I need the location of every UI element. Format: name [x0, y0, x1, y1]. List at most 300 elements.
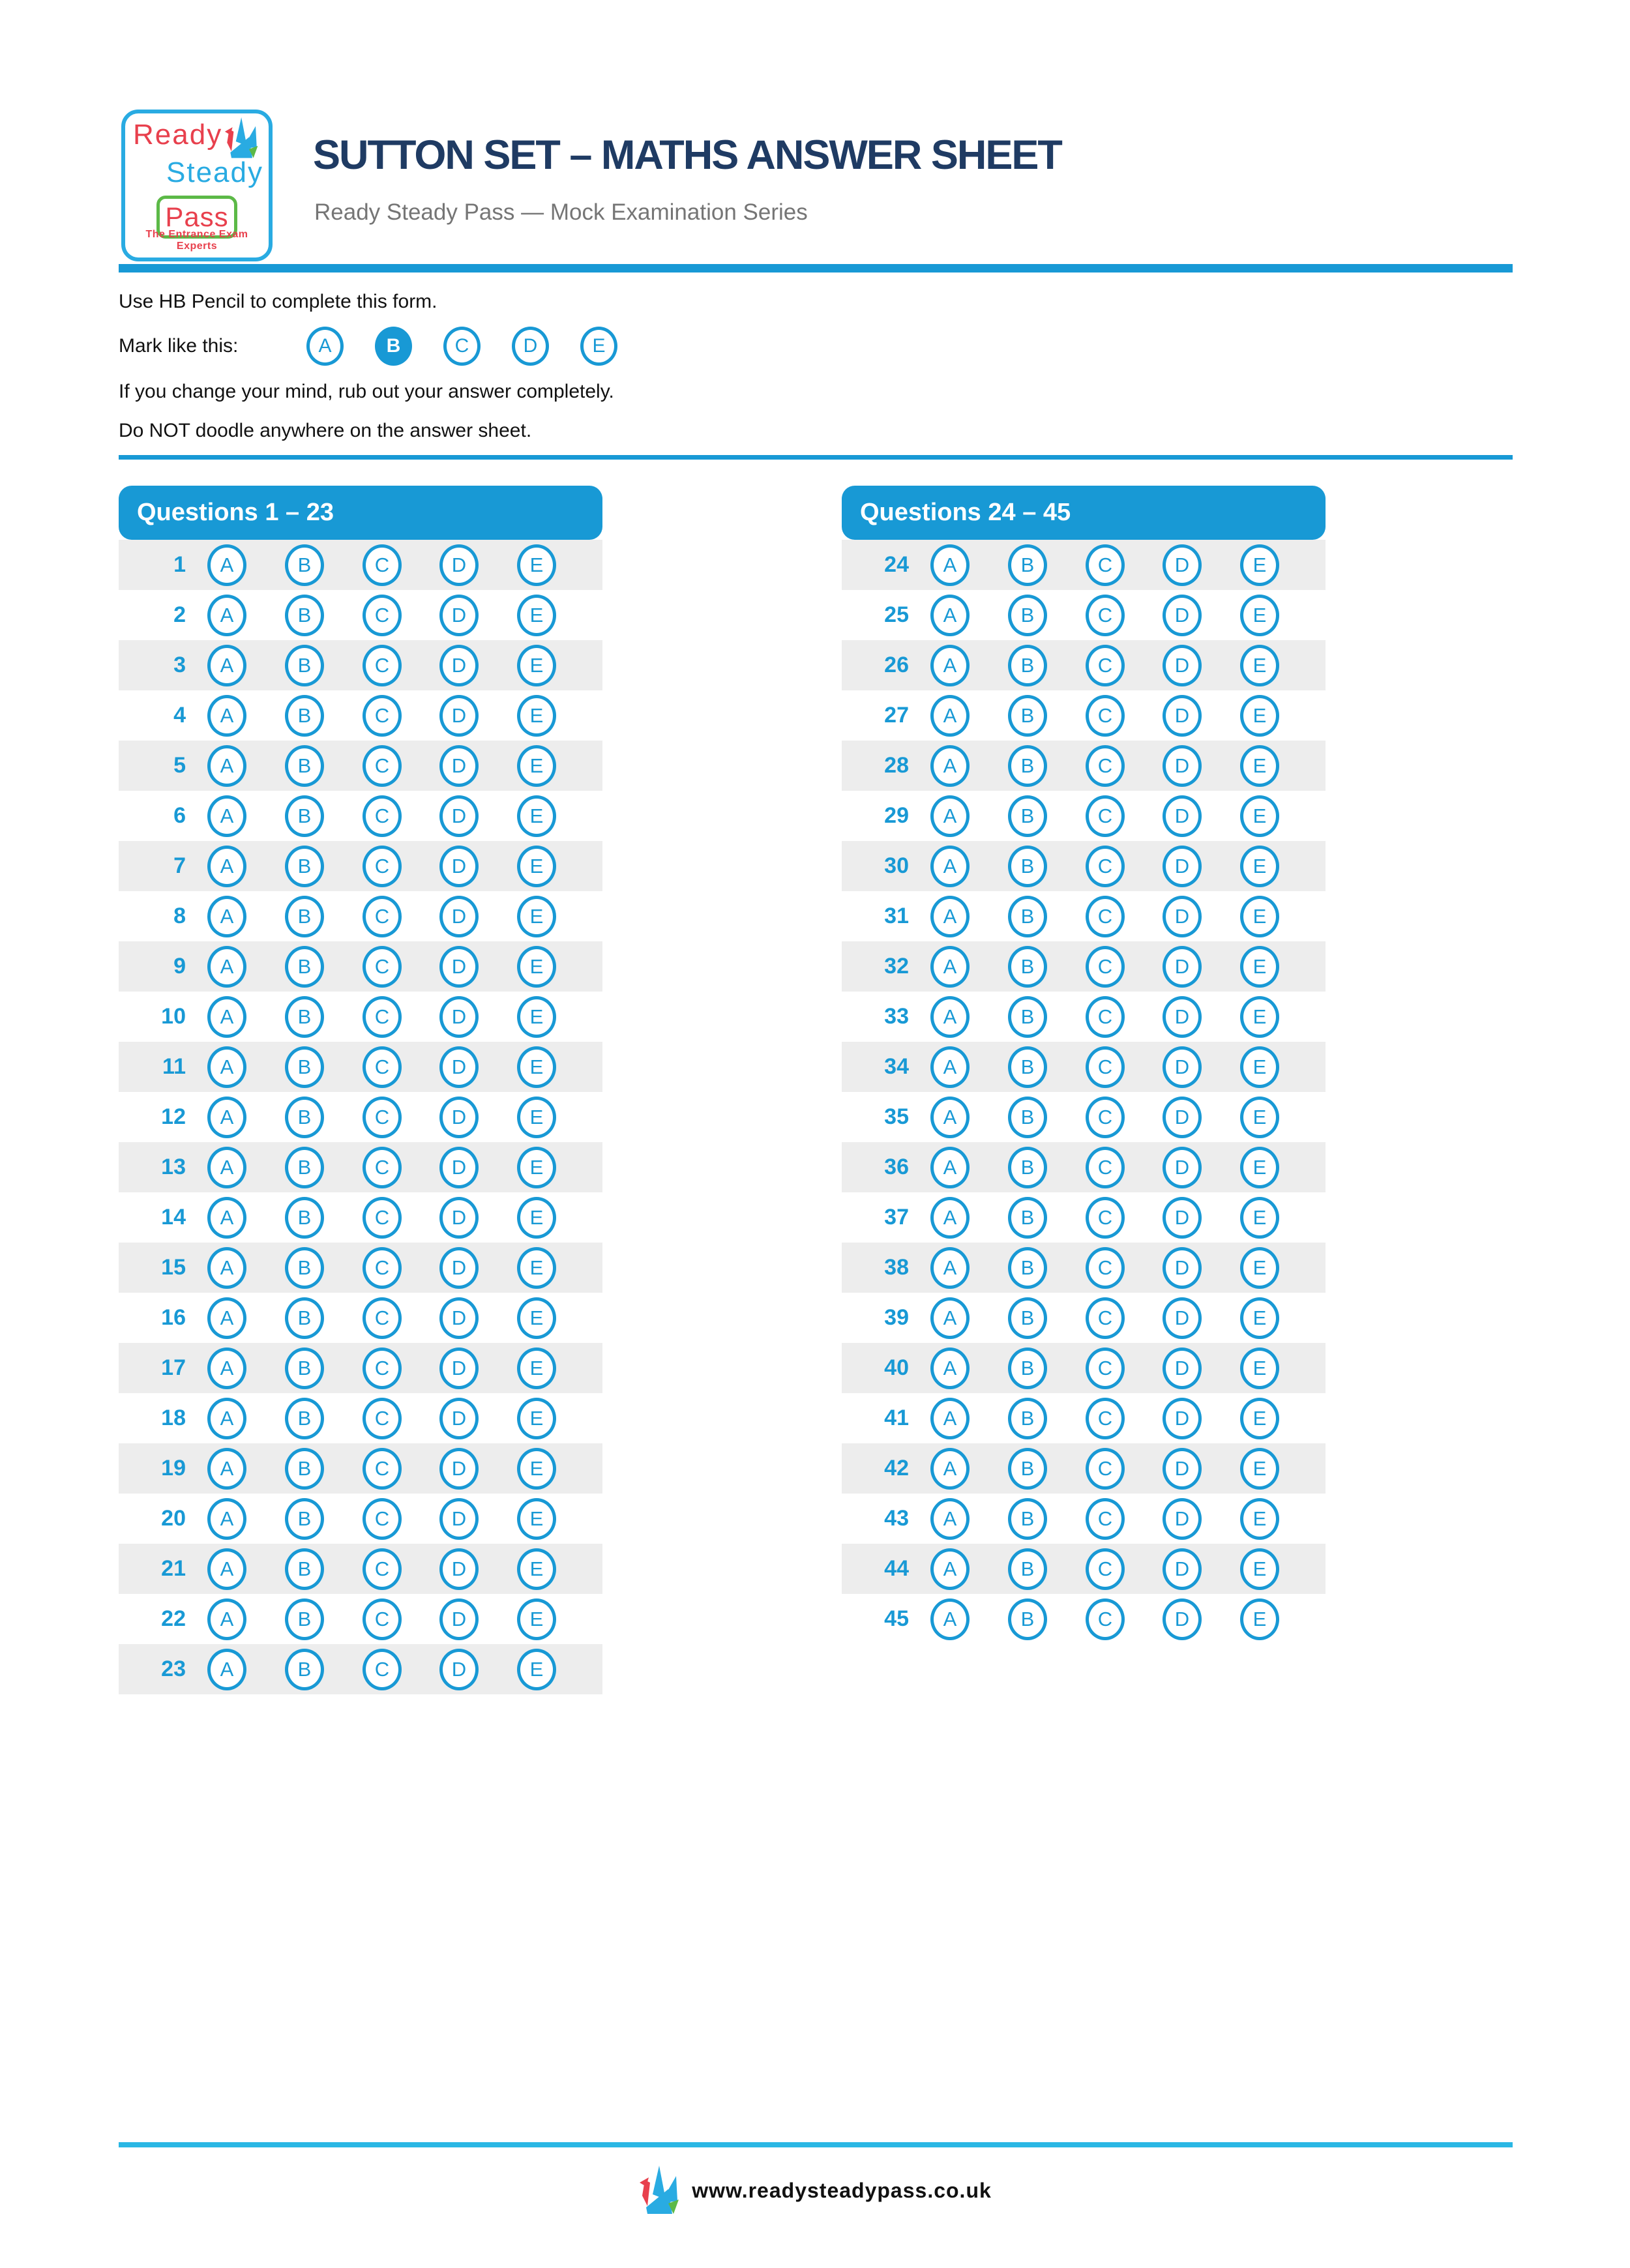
bubble-q31-e[interactable]: E [1240, 896, 1279, 937]
bubble-q12-e[interactable]: E [517, 1097, 556, 1138]
bubble-q29-b[interactable]: B [1008, 795, 1047, 837]
bubble-q35-c[interactable]: C [1086, 1097, 1125, 1138]
bubble-q6-b[interactable]: B [285, 795, 324, 837]
question-number-42: 42 [884, 1456, 909, 1480]
bubble-q10-d[interactable]: D [439, 996, 479, 1038]
question-number-40: 40 [884, 1355, 909, 1380]
question-row-32 [842, 941, 1326, 992]
bubble-q7-c[interactable]: C [363, 846, 402, 887]
bubble-q44-c[interactable]: C [1086, 1548, 1125, 1590]
question-row-42 [842, 1443, 1326, 1494]
bubble-q44-b[interactable]: B [1008, 1548, 1047, 1590]
footer-website: www.readysteadypass.co.uk [692, 2178, 992, 2202]
bubble-q24-e[interactable]: E [1240, 544, 1279, 586]
bubble-q25-e[interactable]: E [1240, 595, 1279, 636]
example-bubble-a: A [306, 327, 344, 366]
bubble-q39-e[interactable]: E [1240, 1297, 1279, 1339]
bubble-q12-d[interactable]: D [439, 1097, 479, 1138]
question-number-29: 29 [884, 803, 909, 828]
question-row-5 [119, 741, 602, 791]
bubble-q22-e[interactable]: E [517, 1598, 556, 1640]
bubble-q42-b[interactable]: B [1008, 1448, 1047, 1490]
bubble-q43-a[interactable]: A [930, 1498, 970, 1540]
bubble-q42-a[interactable]: A [930, 1448, 970, 1490]
bubble-q3-c[interactable]: C [363, 645, 402, 686]
question-row-30 [842, 841, 1326, 891]
bubble-q22-c[interactable]: C [363, 1598, 402, 1640]
bubble-q4-a[interactable]: A [207, 695, 246, 737]
question-number-4: 4 [173, 703, 186, 728]
bubble-q18-c[interactable]: C [363, 1398, 402, 1439]
bubble-q13-d[interactable]: D [439, 1147, 479, 1188]
panel-header: Questions 1 – 23 [119, 486, 602, 540]
question-row-25 [842, 590, 1326, 640]
bubble-q16-b[interactable]: B [285, 1297, 324, 1339]
question-row-27 [842, 690, 1326, 741]
bubble-q15-d[interactable]: D [439, 1247, 479, 1289]
bubble-q23-c[interactable]: C [363, 1649, 402, 1690]
page-title: SUTTON SET – MATHS ANSWER SHEET [313, 132, 1061, 178]
bubble-q8-a[interactable]: A [207, 896, 246, 937]
bubble-q41-c[interactable]: C [1086, 1398, 1125, 1439]
question-number-3: 3 [173, 653, 186, 677]
question-row-10 [119, 992, 602, 1042]
bubble-q33-e[interactable]: E [1240, 996, 1279, 1038]
question-number-36: 36 [884, 1155, 909, 1179]
question-number-27: 27 [884, 703, 909, 728]
bubble-q11-b[interactable]: B [285, 1046, 324, 1088]
bubble-q7-b[interactable]: B [285, 846, 324, 887]
bubble-q23-a[interactable]: A [207, 1649, 246, 1690]
bubble-q18-d[interactable]: D [439, 1398, 479, 1439]
bubble-q4-d[interactable]: D [439, 695, 479, 737]
bubble-q32-e[interactable]: E [1240, 946, 1279, 988]
bubble-q15-c[interactable]: C [363, 1247, 402, 1289]
bubble-q8-c[interactable]: C [363, 896, 402, 937]
bubble-q38-c[interactable]: C [1086, 1247, 1125, 1289]
bubble-q14-b[interactable]: B [285, 1197, 324, 1239]
bubble-q2-b[interactable]: B [285, 595, 324, 636]
question-row-14 [119, 1192, 602, 1243]
bubble-q8-e[interactable]: E [517, 896, 556, 937]
bubble-q32-b[interactable]: B [1008, 946, 1047, 988]
page-subtitle: Ready Steady Pass — Mock Examination Series [314, 199, 808, 225]
bubble-q41-e[interactable]: E [1240, 1398, 1279, 1439]
question-row-7 [119, 841, 602, 891]
bubble-q35-d[interactable]: D [1163, 1097, 1202, 1138]
bubble-q9-d[interactable]: D [439, 946, 479, 988]
bubble-q16-d[interactable]: D [439, 1297, 479, 1339]
bubble-q31-a[interactable]: A [930, 896, 970, 937]
question-number-35: 35 [884, 1104, 909, 1129]
question-row-6 [119, 791, 602, 841]
bubble-q15-e[interactable]: E [517, 1247, 556, 1289]
question-row-1 [119, 540, 602, 590]
bubble-q18-a[interactable]: A [207, 1398, 246, 1439]
panel-questions-1-23 [119, 486, 602, 1694]
bubble-q33-b[interactable]: B [1008, 996, 1047, 1038]
bubble-q39-c[interactable]: C [1086, 1297, 1125, 1339]
bubble-q11-c[interactable]: C [363, 1046, 402, 1088]
bubble-q7-a[interactable]: A [207, 846, 246, 887]
bubble-q25-b[interactable]: B [1008, 595, 1047, 636]
bubble-q30-e[interactable]: E [1240, 846, 1279, 887]
bubble-q37-d[interactable]: D [1163, 1197, 1202, 1239]
example-bubble-c: C [443, 327, 481, 366]
question-number-38: 38 [884, 1255, 909, 1280]
bubble-q12-a[interactable]: A [207, 1097, 246, 1138]
bubble-q21-c[interactable]: C [363, 1548, 402, 1590]
bubble-q28-e[interactable]: E [1240, 745, 1279, 787]
logo-word-ready: Ready [133, 119, 223, 151]
bubble-q36-c[interactable]: C [1086, 1147, 1125, 1188]
bubble-q26-d[interactable]: D [1163, 645, 1202, 686]
question-row-11 [119, 1042, 602, 1092]
bubble-q40-d[interactable]: D [1163, 1348, 1202, 1389]
question-number-1: 1 [173, 552, 186, 577]
bubble-q36-d[interactable]: D [1163, 1147, 1202, 1188]
bubble-q18-b[interactable]: B [285, 1398, 324, 1439]
bubble-q25-d[interactable]: D [1163, 595, 1202, 636]
bubble-q21-b[interactable]: B [285, 1548, 324, 1590]
bubble-q34-a[interactable]: A [930, 1046, 970, 1088]
bubble-q45-b[interactable]: B [1008, 1598, 1047, 1640]
bubble-q6-d[interactable]: D [439, 795, 479, 837]
bubble-q44-d[interactable]: D [1163, 1548, 1202, 1590]
bubble-q43-b[interactable]: B [1008, 1498, 1047, 1540]
question-number-8: 8 [173, 904, 186, 928]
footer [0, 2166, 1630, 2215]
bubble-q45-e[interactable]: E [1240, 1598, 1279, 1640]
bubble-q42-e[interactable]: E [1240, 1448, 1279, 1490]
question-number-34: 34 [884, 1054, 909, 1079]
bubble-q30-d[interactable]: D [1163, 846, 1202, 887]
question-row-34 [842, 1042, 1326, 1092]
bubble-q22-d[interactable]: D [439, 1598, 479, 1640]
bubble-q30-c[interactable]: C [1086, 846, 1125, 887]
question-row-37 [842, 1192, 1326, 1243]
bubble-q42-c[interactable]: C [1086, 1448, 1125, 1490]
footer-crane-icon [638, 2166, 681, 2215]
bubble-q27-c[interactable]: C [1086, 695, 1125, 737]
question-row-23 [119, 1644, 602, 1694]
bubble-q19-e[interactable]: E [517, 1448, 556, 1490]
bubble-q37-c[interactable]: C [1086, 1197, 1125, 1239]
bubble-q17-b[interactable]: B [285, 1348, 324, 1389]
bubble-q21-d[interactable]: D [439, 1548, 479, 1590]
bubble-q16-a[interactable]: A [207, 1297, 246, 1339]
question-number-12: 12 [161, 1104, 186, 1129]
question-number-7: 7 [173, 853, 186, 878]
bubble-q43-e[interactable]: E [1240, 1498, 1279, 1540]
bubble-q26-b[interactable]: B [1008, 645, 1047, 686]
bubble-q11-e[interactable]: E [517, 1046, 556, 1088]
bubble-q21-a[interactable]: A [207, 1548, 246, 1590]
bubble-q20-b[interactable]: B [285, 1498, 324, 1540]
bubble-q2-a[interactable]: A [207, 595, 246, 636]
question-row-44 [842, 1544, 1326, 1594]
bubble-q38-a[interactable]: A [930, 1247, 970, 1289]
question-number-5: 5 [173, 753, 186, 778]
bubble-q7-e[interactable]: E [517, 846, 556, 887]
bubble-q36-a[interactable]: A [930, 1147, 970, 1188]
bubble-q13-c[interactable]: C [363, 1147, 402, 1188]
bubble-q12-b[interactable]: B [285, 1097, 324, 1138]
question-row-45 [842, 1594, 1326, 1644]
bubble-q32-d[interactable]: D [1163, 946, 1202, 988]
bubble-q33-a[interactable]: A [930, 996, 970, 1038]
bubble-q39-b[interactable]: B [1008, 1297, 1047, 1339]
question-number-6: 6 [173, 803, 186, 828]
bubble-q35-a[interactable]: A [930, 1097, 970, 1138]
bubble-q20-d[interactable]: D [439, 1498, 479, 1540]
bubble-q27-b[interactable]: B [1008, 695, 1047, 737]
bubble-q17-d[interactable]: D [439, 1348, 479, 1389]
question-row-35 [842, 1092, 1326, 1142]
bubble-q29-c[interactable]: C [1086, 795, 1125, 837]
bubble-q1-a[interactable]: A [207, 544, 246, 586]
bubble-q37-e[interactable]: E [1240, 1197, 1279, 1239]
bubble-q29-d[interactable]: D [1163, 795, 1202, 837]
question-row-36 [842, 1142, 1326, 1192]
bubble-q17-a[interactable]: A [207, 1348, 246, 1389]
bubble-q5-c[interactable]: C [363, 745, 402, 787]
logo-word-pass: Pass [165, 201, 229, 232]
bubble-q35-e[interactable]: E [1240, 1097, 1279, 1138]
question-row-12 [119, 1092, 602, 1142]
bubble-q8-b[interactable]: B [285, 896, 324, 937]
bubble-q5-d[interactable]: D [439, 745, 479, 787]
bubble-q23-b[interactable]: B [285, 1649, 324, 1690]
bubble-q37-b[interactable]: B [1008, 1197, 1047, 1239]
bubble-q30-b[interactable]: B [1008, 846, 1047, 887]
bubble-q41-a[interactable]: A [930, 1398, 970, 1439]
bubble-q11-d[interactable]: D [439, 1046, 479, 1088]
bubble-q45-d[interactable]: D [1163, 1598, 1202, 1640]
bubble-q34-b[interactable]: B [1008, 1046, 1047, 1088]
bubble-q14-e[interactable]: E [517, 1197, 556, 1239]
answer-rows [119, 540, 602, 1694]
bubble-q21-e[interactable]: E [517, 1548, 556, 1590]
bubble-q5-b[interactable]: B [285, 745, 324, 787]
bubble-q4-e[interactable]: E [517, 695, 556, 737]
question-number-37: 37 [884, 1205, 909, 1230]
bubble-q7-d[interactable]: D [439, 846, 479, 887]
bubble-q30-a[interactable]: A [930, 846, 970, 887]
bubble-q13-a[interactable]: A [207, 1147, 246, 1188]
bubble-q9-b[interactable]: B [285, 946, 324, 988]
bubble-q15-a[interactable]: A [207, 1247, 246, 1289]
bubble-q26-e[interactable]: E [1240, 645, 1279, 686]
bubble-q2-e[interactable]: E [517, 595, 556, 636]
question-row-16 [119, 1293, 602, 1343]
bubble-q17-e[interactable]: E [517, 1348, 556, 1389]
bubble-q25-a[interactable]: A [930, 595, 970, 636]
bubble-q16-c[interactable]: C [363, 1297, 402, 1339]
bubble-q24-b[interactable]: B [1008, 544, 1047, 586]
bubble-q29-a[interactable]: A [930, 795, 970, 837]
bubble-q9-e[interactable]: E [517, 946, 556, 988]
bubble-q13-e[interactable]: E [517, 1147, 556, 1188]
bubble-q38-d[interactable]: D [1163, 1247, 1202, 1289]
bubble-q20-c[interactable]: C [363, 1498, 402, 1540]
bubble-q10-c[interactable]: C [363, 996, 402, 1038]
question-number-43: 43 [884, 1506, 909, 1531]
bubble-q40-e[interactable]: E [1240, 1348, 1279, 1389]
question-row-41 [842, 1393, 1326, 1443]
bubble-q10-a[interactable]: A [207, 996, 246, 1038]
bubble-q36-b[interactable]: B [1008, 1147, 1047, 1188]
bubble-q3-b[interactable]: B [285, 645, 324, 686]
bubble-q23-d[interactable]: D [439, 1649, 479, 1690]
bubble-q9-a[interactable]: A [207, 946, 246, 988]
bubble-q45-c[interactable]: C [1086, 1598, 1125, 1640]
bubble-q33-c[interactable]: C [1086, 996, 1125, 1038]
bubble-q34-d[interactable]: D [1163, 1046, 1202, 1088]
bubble-q6-e[interactable]: E [517, 795, 556, 837]
bubble-q24-d[interactable]: D [1163, 544, 1202, 586]
question-row-19 [119, 1443, 602, 1494]
bubble-q3-e[interactable]: E [517, 645, 556, 686]
bubble-q37-a[interactable]: A [930, 1197, 970, 1239]
bubble-q1-b[interactable]: B [285, 544, 324, 586]
bubble-q41-d[interactable]: D [1163, 1398, 1202, 1439]
bubble-q1-c[interactable]: C [363, 544, 402, 586]
bubble-q39-a[interactable]: A [930, 1297, 970, 1339]
question-number-28: 28 [884, 753, 909, 778]
bubble-q15-b[interactable]: B [285, 1247, 324, 1289]
question-number-9: 9 [173, 954, 186, 979]
bubble-q6-c[interactable]: C [363, 795, 402, 837]
bubble-q34-e[interactable]: E [1240, 1046, 1279, 1088]
bubble-q18-e[interactable]: E [517, 1398, 556, 1439]
question-number-14: 14 [161, 1205, 186, 1230]
bubble-q3-d[interactable]: D [439, 645, 479, 686]
bubble-q28-b[interactable]: B [1008, 745, 1047, 787]
bubble-q2-d[interactable]: D [439, 595, 479, 636]
bubble-q26-c[interactable]: C [1086, 645, 1125, 686]
bubble-q39-d[interactable]: D [1163, 1297, 1202, 1339]
bubble-q14-d[interactable]: D [439, 1197, 479, 1239]
bubble-q22-b[interactable]: B [285, 1598, 324, 1640]
question-number-11: 11 [162, 1054, 186, 1079]
bubble-q11-a[interactable]: A [207, 1046, 246, 1088]
bubble-q35-b[interactable]: B [1008, 1097, 1047, 1138]
question-row-38 [842, 1243, 1326, 1293]
bubble-q4-c[interactable]: C [363, 695, 402, 737]
bubble-q44-a[interactable]: A [930, 1548, 970, 1590]
bubble-q19-a[interactable]: A [207, 1448, 246, 1490]
logo-tagline: The Entrance Exam Experts [145, 229, 248, 252]
bubble-q24-c[interactable]: C [1086, 544, 1125, 586]
bubble-q1-d[interactable]: D [439, 544, 479, 586]
question-row-2 [119, 590, 602, 640]
instruction-erase: If you change your mind, rub out your answer completely. [119, 381, 614, 402]
bubble-q14-c[interactable]: C [363, 1197, 402, 1239]
question-number-32: 32 [884, 954, 909, 979]
bubble-q38-b[interactable]: B [1008, 1247, 1047, 1289]
bubble-q3-a[interactable]: A [207, 645, 246, 686]
bubble-q33-d[interactable]: D [1163, 996, 1202, 1038]
bubble-q1-e[interactable]: E [517, 544, 556, 586]
bubble-q5-e[interactable]: E [517, 745, 556, 787]
bubble-q40-a[interactable]: A [930, 1348, 970, 1389]
bubble-q19-c[interactable]: C [363, 1448, 402, 1490]
example-bubble-b-filled: B [375, 327, 412, 366]
bubble-q9-c[interactable]: C [363, 946, 402, 988]
bubble-q41-b[interactable]: B [1008, 1398, 1047, 1439]
mark-example-row [119, 327, 617, 365]
bubble-q10-e[interactable]: E [517, 996, 556, 1038]
bubble-q29-e[interactable]: E [1240, 795, 1279, 837]
question-number-44: 44 [884, 1556, 909, 1581]
bubble-q20-a[interactable]: A [207, 1498, 246, 1540]
bubble-q27-a[interactable]: A [930, 695, 970, 737]
bubble-q24-a[interactable]: A [930, 544, 970, 586]
bubble-q34-c[interactable]: C [1086, 1046, 1125, 1088]
bubble-q23-e[interactable]: E [517, 1649, 556, 1690]
logo-word-steady: Steady [166, 156, 263, 188]
question-row-20 [119, 1494, 602, 1544]
bubble-q2-c[interactable]: C [363, 595, 402, 636]
bubble-q31-c[interactable]: C [1086, 896, 1125, 937]
bubble-q25-c[interactable]: C [1086, 595, 1125, 636]
divider-instructions [119, 455, 1513, 460]
bubble-q28-c[interactable]: C [1086, 745, 1125, 787]
bubble-q38-e[interactable]: E [1240, 1247, 1279, 1289]
bubble-q5-a[interactable]: A [207, 745, 246, 787]
bubble-q27-d[interactable]: D [1163, 695, 1202, 737]
bubble-q32-c[interactable]: C [1086, 946, 1125, 988]
bubble-q17-c[interactable]: C [363, 1348, 402, 1389]
bubble-q42-d[interactable]: D [1163, 1448, 1202, 1490]
bubble-q28-a[interactable]: A [930, 745, 970, 787]
bubble-q43-d[interactable]: D [1163, 1498, 1202, 1540]
bubble-q27-e[interactable]: E [1240, 695, 1279, 737]
bubble-q36-e[interactable]: E [1240, 1147, 1279, 1188]
question-number-10: 10 [161, 1004, 186, 1029]
question-number-25: 25 [884, 602, 909, 627]
bubble-q28-d[interactable]: D [1163, 745, 1202, 787]
bubble-q10-b[interactable]: B [285, 996, 324, 1038]
bubble-q20-e[interactable]: E [517, 1498, 556, 1540]
bubble-q40-c[interactable]: C [1086, 1348, 1125, 1389]
bubble-q14-a[interactable]: A [207, 1197, 246, 1239]
bubble-q45-a[interactable]: A [930, 1598, 970, 1640]
question-number-19: 19 [161, 1456, 186, 1480]
question-number-33: 33 [884, 1004, 909, 1029]
bubble-q13-b[interactable]: B [285, 1147, 324, 1188]
bubble-q6-a[interactable]: A [207, 795, 246, 837]
bubble-q31-d[interactable]: D [1163, 896, 1202, 937]
bubble-q12-c[interactable]: C [363, 1097, 402, 1138]
bubble-q19-d[interactable]: D [439, 1448, 479, 1490]
bubble-q40-b[interactable]: B [1008, 1348, 1047, 1389]
bubble-q32-a[interactable]: A [930, 946, 970, 988]
bubble-q22-a[interactable]: A [207, 1598, 246, 1640]
bubble-q44-e[interactable]: E [1240, 1548, 1279, 1590]
bubble-q26-a[interactable]: A [930, 645, 970, 686]
bubble-q4-b[interactable]: B [285, 695, 324, 737]
bubble-q19-b[interactable]: B [285, 1448, 324, 1490]
bubble-q43-c[interactable]: C [1086, 1498, 1125, 1540]
example-bubble-e: E [580, 327, 617, 366]
question-number-23: 23 [161, 1657, 186, 1681]
bubble-q8-d[interactable]: D [439, 896, 479, 937]
question-number-21: 21 [161, 1556, 186, 1581]
bubble-q16-e[interactable]: E [517, 1297, 556, 1339]
bubble-q31-b[interactable]: B [1008, 896, 1047, 937]
